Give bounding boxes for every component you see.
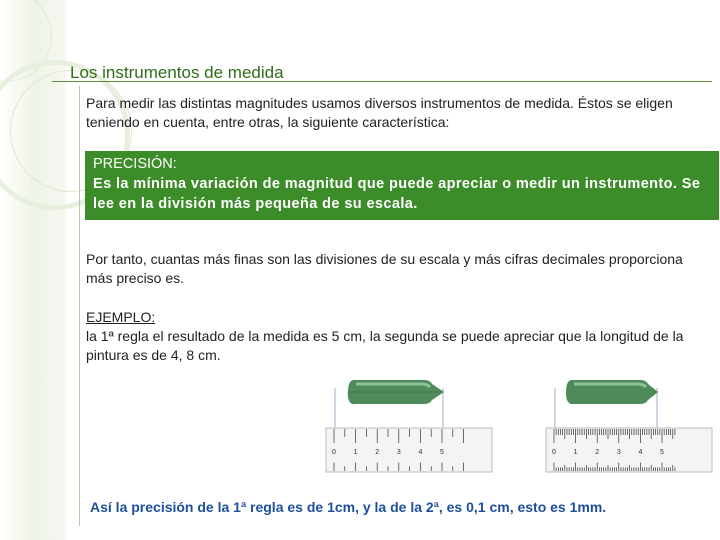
slide-title: Los instrumentos de medida [70,63,284,82]
precision-heading: PRECISIÓN: [93,156,177,172]
measure-guide-line [656,388,658,428]
ruler-label: 3 [396,449,401,456]
measure-guide-line [554,388,556,428]
crayon-image [566,380,658,404]
ruler-label: 4 [418,449,423,456]
measure-guide-line [442,388,444,428]
ruler-label: 3 [616,449,621,456]
example-heading: EJEMPLO: [86,309,156,325]
ruler-label: 5 [440,449,444,456]
ruler-figure-2 [544,372,714,482]
precision-definition: Es la mínima variación de magnitud que puede apreciar o medir un instrumento. Se lee en la división más pequeña de su escala. [93,176,701,212]
ruler-label: 1 [353,449,358,456]
ruler-body [326,428,492,472]
ruler-label: 2 [375,449,380,456]
conclusion-text: Así la precisión de la 1ª regla es de 1cm, y la de la 2ª, es 0,1 cm, esto es 1mm. [90,499,607,515]
ruler-label: 0 [552,449,556,456]
example-text: la 1ª regla el resultado de la medida es 5 cm, la segunda se puede apreciar que la longitud de la pintura es de 4, 8 cm. [86,328,684,363]
example-block [86,308,696,365]
ruler-label: 4 [638,449,643,456]
crayon-image [348,380,444,404]
content-left-rule [79,86,80,526]
ruler-figure-1 [324,372,494,482]
measure-guide-line [334,388,336,428]
ruler-label: 2 [595,449,600,456]
ruler-label: 1 [573,449,578,456]
intro-paragraph: Para medir las distintas magnitudes usamos diversos instrumentos de medida. Éstos se eligen teniendo en cuenta, entre otras, la siguiente característica: [86,95,673,130]
precision-definition-box [85,151,719,220]
ruler-label: 5 [660,449,664,456]
ruler-body [546,428,712,472]
ruler-label: 0 [332,449,336,456]
title-underline [52,81,712,82]
explanation-paragraph: Por tanto, cuantas más finas son las divisiones de su escala y más cifras decimales proporciona más preciso es. [86,251,683,286]
ruler-1-image [324,372,494,482]
ruler-2-image [544,372,714,482]
